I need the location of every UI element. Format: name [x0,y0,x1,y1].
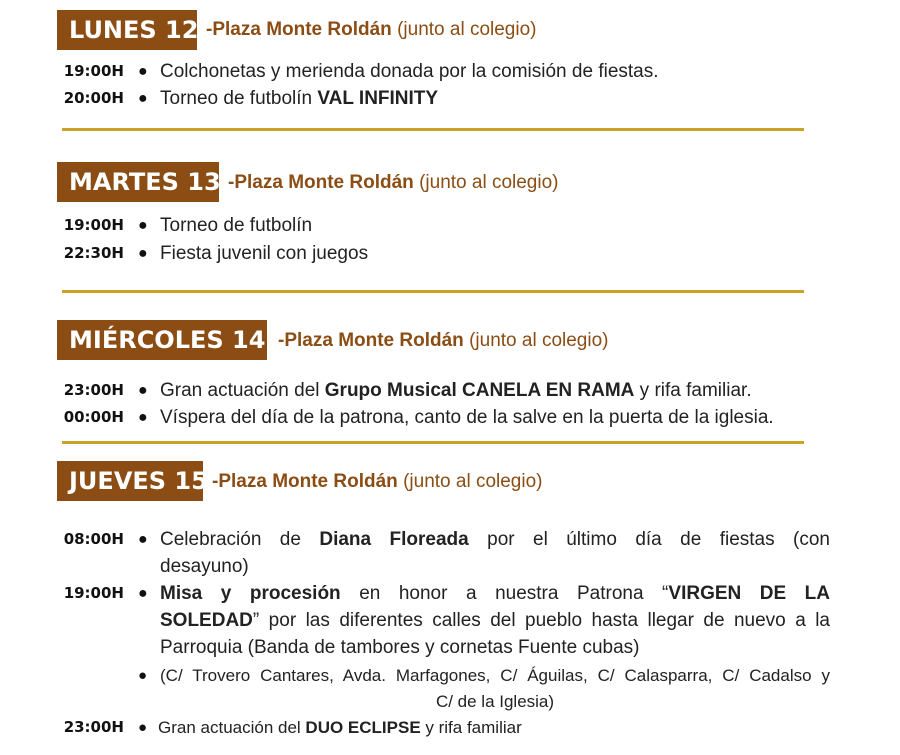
day-header-miercoles: MIÉRCOLES 14 [57,320,267,360]
location-note: (junto al colegio) [391,19,537,40]
item-text: Torneo de futbolín [160,215,313,236]
bullet-icon: ● [138,63,148,80]
bullet-icon: ● [138,409,148,426]
divider [62,290,804,293]
item-time: 22:30H [63,244,124,262]
location-jueves [212,470,543,494]
item-text [160,580,830,607]
item-time: 23:00H [63,381,124,399]
item-text-part: en honor a nuestra Patrona “ [340,583,669,604]
item-text: Víspera del día de la patrona, canto de la salve en la puerta de la iglesia. [160,407,774,428]
item-time: 19:00H [63,62,124,80]
item-text: C/ de la Iglesia) [435,692,555,711]
item-text [158,714,522,741]
item-text: Fiesta juvenil con juegos [160,243,369,264]
item-time: 00:00H [63,408,124,426]
item-text [160,526,830,553]
bullet-icon: ● [138,531,148,548]
day-header-martes: MARTES 13 [57,162,219,202]
item-text-part: por el último día de fiestas (con [468,529,830,550]
divider [62,441,804,444]
bullet-icon: ● [138,245,148,262]
item-text [160,377,752,404]
item-text-bold: VAL INFINITY [317,88,439,109]
item-time: 20:00H [63,89,124,107]
item-text-bold: Diana Floreada [319,529,469,550]
item-text: Parroquia (Banda de tambores y cornetas Fuente cubas) [160,637,640,658]
bullet-icon: ● [138,585,148,602]
item-text-part: ” por las diferentes calles del pueblo hasta llegar de nuevo a la [252,610,830,631]
location-place: -Plaza Monte Roldán [278,330,464,351]
item-text: Colchonetas y merienda donada por la comisión de fiestas. [160,61,659,82]
item-text [160,607,830,634]
location-place: -Plaza Monte Roldán [206,19,392,40]
item-text-bold: VIRGEN DE LA [668,583,831,604]
item-text-bold: Misa y procesión [160,583,341,604]
day-header-jueves: JUEVES 15 [57,461,203,501]
location-note: (junto al colegio) [463,330,609,351]
bullet-icon: ● [138,719,148,736]
item-text-part: Celebración de [160,529,320,550]
location-lunes [206,18,537,42]
item-time: 08:00H [63,530,124,548]
item-time: 19:00H [63,216,124,234]
location-martes [228,171,559,195]
item-text: (C/ Trovero Cantares, Avda. Marfagones, C/ Águilas, C/ Calasparra, C/ Cadalso y [160,666,830,685]
location-note: (junto al colegio) [397,471,543,492]
item-text-part: Gran actuación del [158,718,306,737]
item-text-part: Gran actuación del [160,380,325,401]
divider [62,128,804,131]
item-time: 19:00H [63,584,124,602]
item-time: 23:00H [63,718,124,736]
item-text-bold: Grupo Musical CANELA EN RAMA [324,380,635,401]
bullet-icon: ● [138,667,148,684]
bullet-icon: ● [138,217,148,234]
item-text: desayuno) [160,556,249,577]
item-text-part: Torneo de futbolín [160,88,318,109]
bullet-icon: ● [138,90,148,107]
item-text [160,85,438,112]
item-text-part: y rifa familiar [420,718,522,737]
location-miercoles [278,329,609,353]
item-text-bold: SOLEDAD [160,610,253,631]
day-header-lunes: LUNES 12 [57,10,197,50]
bullet-icon: ● [138,382,148,399]
location-note: (junto al colegio) [413,172,559,193]
location-place: -Plaza Monte Roldán [228,172,414,193]
location-place: -Plaza Monte Roldán [212,471,398,492]
item-text-part: y rifa familiar. [634,380,752,401]
item-text-bold: DUO ECLIPSE [305,718,421,737]
